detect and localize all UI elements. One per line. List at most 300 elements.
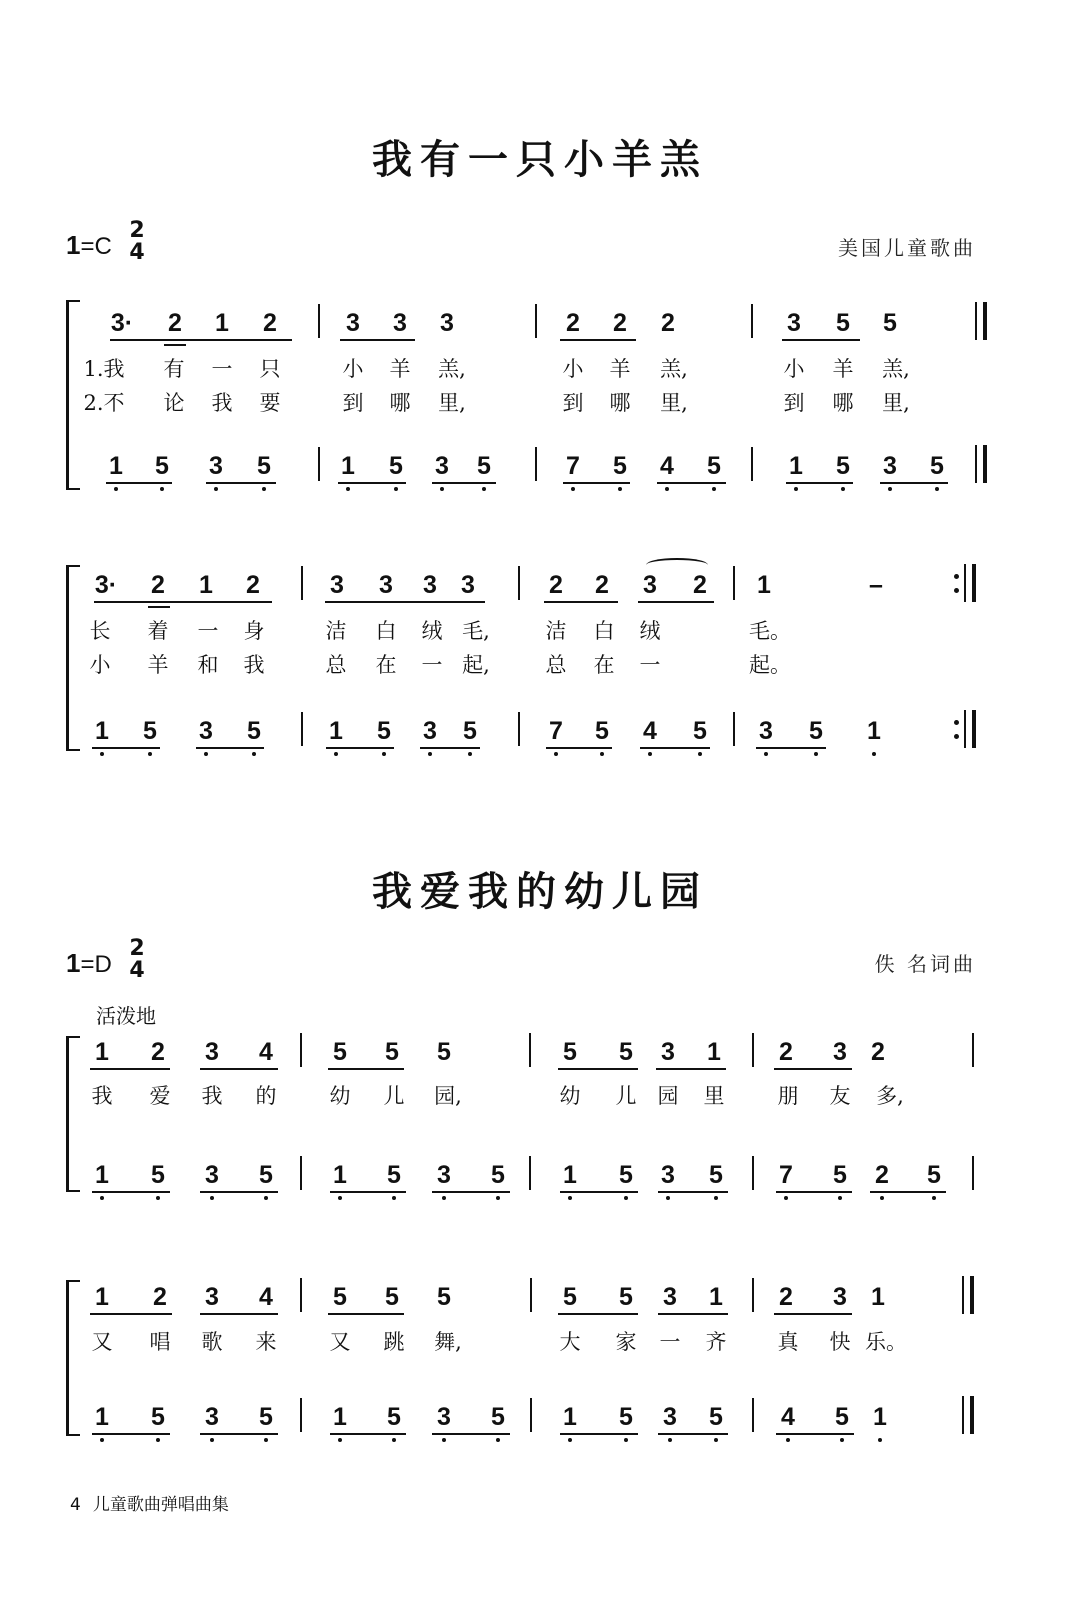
low-octave-dot <box>568 1438 572 1442</box>
melody-note: 3 <box>393 309 407 337</box>
lyric-syllable: 白 <box>375 619 397 643</box>
beam-line <box>544 601 618 603</box>
melody-note: 3 <box>833 1038 847 1066</box>
accompaniment-note: 1 <box>873 1403 887 1431</box>
lyric-syllable: 洁 <box>325 619 347 643</box>
lyric-syllable: 羊 <box>389 357 411 381</box>
low-octave-dot <box>571 487 575 491</box>
beam-line <box>330 1433 406 1435</box>
lyric-syllable: 小 <box>783 357 805 381</box>
lyric-syllable: 到 <box>783 391 805 415</box>
accompaniment-note: 1 <box>109 452 123 480</box>
melody-note: 5 <box>437 1038 451 1066</box>
melody-note: 2 <box>595 571 609 599</box>
key-one: 1 <box>66 230 81 260</box>
accompaniment-note: 3 <box>205 1161 219 1189</box>
beam-line <box>94 601 272 603</box>
melody-note: 2 <box>871 1038 885 1066</box>
beam-line <box>200 1068 278 1070</box>
lyric-syllable: 园 <box>657 1084 679 1108</box>
accompaniment-note: 1 <box>333 1161 347 1189</box>
accompaniment-note: 1 <box>95 1161 109 1189</box>
accompaniment-note: 3 <box>759 717 773 745</box>
low-octave-dot <box>764 752 768 756</box>
accompaniment-note: 3 <box>437 1161 451 1189</box>
beam-line <box>774 1313 852 1315</box>
low-octave-dot <box>838 1196 842 1200</box>
final-barline <box>983 445 987 483</box>
lyric-syllable: 朋 <box>777 1084 799 1108</box>
low-octave-dot <box>334 752 338 756</box>
beam-line <box>658 1313 728 1315</box>
melody-note: 5 <box>333 1038 347 1066</box>
melody-note: 3 <box>330 571 344 599</box>
final-barline <box>983 302 987 340</box>
melody-note: 1 <box>757 571 771 599</box>
melody-note: 2 <box>613 309 627 337</box>
melody-note: 3 <box>663 1283 677 1311</box>
beam-line <box>200 1313 278 1315</box>
key-one: 1 <box>66 948 81 978</box>
beam-line <box>657 482 726 484</box>
low-octave-dot <box>568 1196 572 1200</box>
low-octave-dot <box>338 1196 342 1200</box>
accompaniment-note: 3 <box>663 1403 677 1431</box>
key-note: =D <box>80 951 112 978</box>
lyric-syllable: 真 <box>777 1330 799 1354</box>
accompaniment-note: 5 <box>809 717 823 745</box>
beam-line <box>776 1191 852 1193</box>
beam-line <box>200 1433 278 1435</box>
low-octave-dot <box>264 1196 268 1200</box>
low-octave-dot <box>156 1196 160 1200</box>
lyric-syllable: 小 <box>562 357 584 381</box>
beam-line <box>656 1068 726 1070</box>
final-barline <box>970 1396 974 1434</box>
time-top: 2 <box>129 218 145 243</box>
lyric-syllable: 大 <box>559 1330 581 1354</box>
melody-note: 3 <box>440 309 454 337</box>
beam-line <box>164 344 186 346</box>
barline <box>300 1398 302 1432</box>
low-octave-dot <box>786 1438 790 1442</box>
lyric-syllable: 羊 <box>832 357 854 381</box>
barline <box>530 1398 532 1432</box>
lyric-syllable: 起。 <box>749 653 791 677</box>
song-title-2: 我爱我的幼儿园 <box>372 869 708 915</box>
accompaniment-note: 5 <box>595 717 609 745</box>
low-octave-dot <box>496 1196 500 1200</box>
accompaniment-note: 1 <box>341 452 355 480</box>
lyric-syllable: 我 <box>201 1084 223 1108</box>
accompaniment-note: 3 <box>661 1161 675 1189</box>
accompaniment-note: 1 <box>95 1403 109 1431</box>
barline <box>535 304 537 338</box>
lyric-syllable: 乐。 <box>865 1330 907 1354</box>
barline <box>529 1033 531 1067</box>
accompaniment-note: 3 <box>437 1403 451 1431</box>
melody-note: 3 <box>643 571 657 599</box>
low-octave-dot <box>712 487 716 491</box>
tie-slur <box>646 558 708 572</box>
lyric-syllable: 我 <box>211 391 233 415</box>
barline <box>318 447 320 481</box>
beam-line <box>870 1191 946 1193</box>
accompaniment-note: 5 <box>835 1403 849 1431</box>
low-octave-dot <box>714 1196 718 1200</box>
beam-line <box>560 1191 638 1193</box>
final-barline <box>972 710 976 748</box>
low-octave-dot <box>440 487 444 491</box>
beam-line <box>338 482 406 484</box>
low-octave-dot <box>554 752 558 756</box>
low-octave-dot <box>814 752 818 756</box>
melody-note: 2 <box>779 1283 793 1311</box>
low-octave-dot <box>624 1196 628 1200</box>
melody-note: 2 <box>168 309 182 337</box>
final-barline <box>972 564 976 602</box>
melody-note: 1 <box>707 1038 721 1066</box>
melody-note: 5 <box>563 1283 577 1311</box>
accompaniment-note: 1 <box>95 717 109 745</box>
melody-note: 3 <box>661 1038 675 1066</box>
accompaniment-note: 5 <box>143 717 157 745</box>
lyric-syllable: 绒 <box>421 619 443 643</box>
barline <box>752 1156 754 1190</box>
accompaniment-note: 5 <box>151 1403 165 1431</box>
lyric-syllable: 一 <box>211 357 233 381</box>
accompaniment-note: 5 <box>151 1161 165 1189</box>
system-bracket <box>66 300 80 490</box>
lyric-syllable: 里, <box>882 391 910 415</box>
accompaniment-note: 5 <box>257 452 271 480</box>
beam-line <box>658 1433 728 1435</box>
low-octave-dot <box>666 1196 670 1200</box>
beam-line <box>786 482 853 484</box>
low-octave-dot <box>668 1438 672 1442</box>
key-signature-1 <box>66 230 112 261</box>
accompaniment-note: 5 <box>693 717 707 745</box>
lyric-syllable: 友 <box>829 1084 851 1108</box>
melody-note: 3 <box>205 1283 219 1311</box>
low-octave-dot <box>160 487 164 491</box>
accompaniment-note: 5 <box>833 1161 847 1189</box>
low-octave-dot <box>841 487 845 491</box>
beam-line <box>148 606 170 608</box>
beam-line <box>782 339 860 341</box>
lyric-syllable: 着 <box>147 619 169 643</box>
barline <box>975 302 977 340</box>
low-octave-dot <box>262 487 266 491</box>
low-octave-dot <box>338 1438 342 1442</box>
barline <box>975 445 977 483</box>
barline <box>300 1278 302 1312</box>
lyric-syllable: 哪 <box>832 391 854 415</box>
low-octave-dot <box>100 752 104 756</box>
beam-line <box>563 482 630 484</box>
lyric-syllable: 绒 <box>639 619 661 643</box>
low-octave-dot <box>428 752 432 756</box>
barline <box>962 1276 964 1314</box>
beam-line <box>200 1191 278 1193</box>
accompaniment-note: 1 <box>563 1161 577 1189</box>
lyric-syllable: 里 <box>703 1084 725 1108</box>
accompaniment-note: 2 <box>875 1161 889 1189</box>
lyric-syllable: 羔, <box>438 357 466 381</box>
beam-line <box>92 1191 170 1193</box>
accompaniment-note: 5 <box>259 1161 273 1189</box>
barline <box>752 1278 754 1312</box>
melody-note: 2 <box>661 309 675 337</box>
barline <box>301 712 303 746</box>
low-octave-dot <box>880 1196 884 1200</box>
accompaniment-note: 5 <box>927 1161 941 1189</box>
accompaniment-note: 5 <box>247 717 261 745</box>
barline <box>733 566 735 600</box>
lyric-syllable: 一 <box>197 619 219 643</box>
beam-line <box>328 1068 404 1070</box>
time-signature-1 <box>126 220 148 264</box>
melody-note: 2 <box>151 571 165 599</box>
low-octave-dot <box>665 487 669 491</box>
accompaniment-note: 3 <box>435 452 449 480</box>
lyric-syllable: 长 <box>89 619 111 643</box>
low-octave-dot <box>210 1438 214 1442</box>
repeat-dot <box>954 720 959 725</box>
page-number: 4 <box>70 1495 81 1515</box>
melody-note: – <box>869 571 883 599</box>
lyric-syllable: 家 <box>615 1330 637 1354</box>
lyric-syllable: 总 <box>545 653 567 677</box>
melody-note: 1 <box>215 309 229 337</box>
accompaniment-note: 1 <box>789 452 803 480</box>
lyric-syllable: 到 <box>562 391 584 415</box>
melody-note: 4 <box>259 1283 273 1311</box>
lyric-syllable: 幼 <box>329 1084 351 1108</box>
accompaniment-note: 5 <box>491 1403 505 1431</box>
lyric-syllable: 总 <box>325 653 347 677</box>
barline <box>300 1033 302 1067</box>
lyric-syllable: 的 <box>255 1084 277 1108</box>
lyric-syllable: 羊 <box>147 653 169 677</box>
beam-line <box>196 747 264 749</box>
lyric-syllable: 又 <box>329 1330 351 1354</box>
accompaniment-note: 3 <box>423 717 437 745</box>
accompaniment-note: 5 <box>259 1403 273 1431</box>
low-octave-dot <box>714 1438 718 1442</box>
accompaniment-note: 3 <box>205 1403 219 1431</box>
melody-note: 3 <box>346 309 360 337</box>
low-octave-dot <box>392 1196 396 1200</box>
time-bottom: 4 <box>129 240 145 265</box>
lyric-syllable: 和 <box>197 653 219 677</box>
melody-note: 3 <box>379 571 393 599</box>
credit-2: 佚 名词曲 <box>874 952 976 976</box>
accompaniment-note: 5 <box>463 717 477 745</box>
accompaniment-note: 5 <box>377 717 391 745</box>
lyric-syllable: 我 <box>91 1084 113 1108</box>
melody-note: 3 <box>787 309 801 337</box>
final-barline <box>970 1276 974 1314</box>
key-signature-2 <box>66 948 112 979</box>
low-octave-dot <box>878 1438 882 1442</box>
accompaniment-note: 5 <box>836 452 850 480</box>
lyric-syllable: 歌 <box>201 1330 223 1354</box>
melody-note: 2 <box>263 309 277 337</box>
lyric-syllable: 毛。 <box>749 619 791 643</box>
repeat-dot <box>954 588 959 593</box>
lyric-syllable: 哪 <box>609 391 631 415</box>
barline <box>518 712 520 746</box>
lyric-syllable: 小 <box>342 357 364 381</box>
lyric-syllable: 要 <box>259 391 281 415</box>
melody-note: 5 <box>836 309 850 337</box>
accompaniment-note: 5 <box>709 1161 723 1189</box>
lyric-syllable: 舞, <box>434 1330 462 1354</box>
lyric-syllable: 儿 <box>383 1084 405 1108</box>
barline <box>964 564 966 602</box>
beam-line <box>560 1433 638 1435</box>
accompaniment-note: 5 <box>619 1403 633 1431</box>
low-octave-dot <box>392 1438 396 1442</box>
lyric-syllable: 羊 <box>609 357 631 381</box>
lyric-syllable: 唱 <box>149 1330 171 1354</box>
lyric-syllable: 有 <box>163 357 185 381</box>
beam-line <box>432 482 496 484</box>
barline <box>752 1033 754 1067</box>
low-octave-dot <box>618 487 622 491</box>
lyric-syllable: 羔, <box>660 357 688 381</box>
melody-note: 3 <box>423 571 437 599</box>
melody-note: 4 <box>259 1038 273 1066</box>
beam-line <box>92 747 160 749</box>
low-octave-dot <box>794 487 798 491</box>
lyric-syllable: 里, <box>438 391 466 415</box>
low-octave-dot <box>698 752 702 756</box>
repeat-dot <box>954 574 959 579</box>
lyric-syllable: 一 <box>639 653 661 677</box>
low-octave-dot <box>888 487 892 491</box>
beam-line <box>432 1433 510 1435</box>
low-octave-dot <box>468 752 472 756</box>
tempo-marking: 活泼地 <box>96 1004 156 1028</box>
melody-note: 5 <box>437 1283 451 1311</box>
lyric-syllable: 毛, <box>462 619 490 643</box>
beam-line <box>325 601 485 603</box>
accompaniment-note: 5 <box>477 452 491 480</box>
page-footer <box>70 1490 241 1515</box>
accompaniment-note: 5 <box>930 452 944 480</box>
time-top: 2 <box>129 936 145 961</box>
beam-line <box>776 1433 854 1435</box>
lyric-syllable: 在 <box>593 653 615 677</box>
accompaniment-note: 7 <box>549 717 563 745</box>
beam-line <box>328 1313 404 1315</box>
beam-line <box>560 339 636 341</box>
beam-line <box>638 601 714 603</box>
lyric-syllable: 又 <box>91 1330 113 1354</box>
beam-line <box>340 339 415 341</box>
lyric-syllable: 在 <box>375 653 397 677</box>
low-octave-dot <box>496 1438 500 1442</box>
low-octave-dot <box>210 1196 214 1200</box>
credit-1: 美国儿童歌曲 <box>838 236 976 260</box>
barline <box>529 1156 531 1190</box>
beam-line <box>774 1068 852 1070</box>
lyric-syllable: 羔, <box>882 357 910 381</box>
lyric-syllable: 儿 <box>615 1084 637 1108</box>
lyric-syllable: 论 <box>163 391 185 415</box>
system-bracket <box>66 565 80 751</box>
barline <box>751 304 753 338</box>
lyric-syllable: 我 <box>243 653 265 677</box>
beam-line <box>558 1068 638 1070</box>
accompaniment-note: 1 <box>867 717 881 745</box>
melody-note: 2 <box>566 309 580 337</box>
time-bottom: 4 <box>129 958 145 983</box>
low-octave-dot <box>932 1196 936 1200</box>
accompaniment-note: 1 <box>333 1403 347 1431</box>
melody-note: 5 <box>619 1038 633 1066</box>
accompaniment-note: 7 <box>779 1161 793 1189</box>
lyric-syllable: 一 <box>421 653 443 677</box>
accompaniment-note: 4 <box>660 452 674 480</box>
lyric-syllable: 洁 <box>545 619 567 643</box>
beam-line <box>756 747 826 749</box>
song-title-1: 我有一只小羊羔 <box>372 137 708 183</box>
accompaniment-note: 4 <box>781 1403 795 1431</box>
low-octave-dot <box>442 1438 446 1442</box>
accompaniment-note: 5 <box>709 1403 723 1431</box>
low-octave-dot <box>482 487 486 491</box>
accompaniment-note: 1 <box>329 717 343 745</box>
barline <box>535 447 537 481</box>
lyric-syllable: 园, <box>434 1084 462 1108</box>
beam-line <box>106 482 172 484</box>
low-octave-dot <box>784 1196 788 1200</box>
lyric-syllable: 哪 <box>389 391 411 415</box>
barline <box>964 710 966 748</box>
lyric-syllable: 到 <box>342 391 364 415</box>
low-octave-dot <box>394 487 398 491</box>
melody-note: 3· <box>110 309 134 337</box>
book-title: 儿童歌曲弹唱曲集 <box>92 1495 229 1515</box>
low-octave-dot <box>148 752 152 756</box>
lyric-syllable: 2.不 <box>83 391 125 415</box>
beam-line <box>330 1191 406 1193</box>
barline <box>752 1398 754 1432</box>
accompaniment-note: 3 <box>199 717 213 745</box>
barline <box>318 304 320 338</box>
lyric-syllable: 幼 <box>559 1084 581 1108</box>
beam-line <box>546 747 612 749</box>
barline <box>733 712 735 746</box>
barline <box>300 1156 302 1190</box>
melody-note: 2 <box>693 571 707 599</box>
lyric-syllable: 小 <box>89 653 111 677</box>
accompaniment-note: 1 <box>563 1403 577 1431</box>
melody-note: 5 <box>619 1283 633 1311</box>
barline <box>972 1033 974 1067</box>
accompaniment-note: 5 <box>613 452 627 480</box>
barline <box>962 1396 964 1434</box>
melody-note: 5 <box>385 1038 399 1066</box>
beam-line <box>640 747 710 749</box>
melody-note: 1 <box>709 1283 723 1311</box>
melody-note: 2 <box>549 571 563 599</box>
key-note: =C <box>80 233 112 260</box>
low-octave-dot <box>100 1438 104 1442</box>
